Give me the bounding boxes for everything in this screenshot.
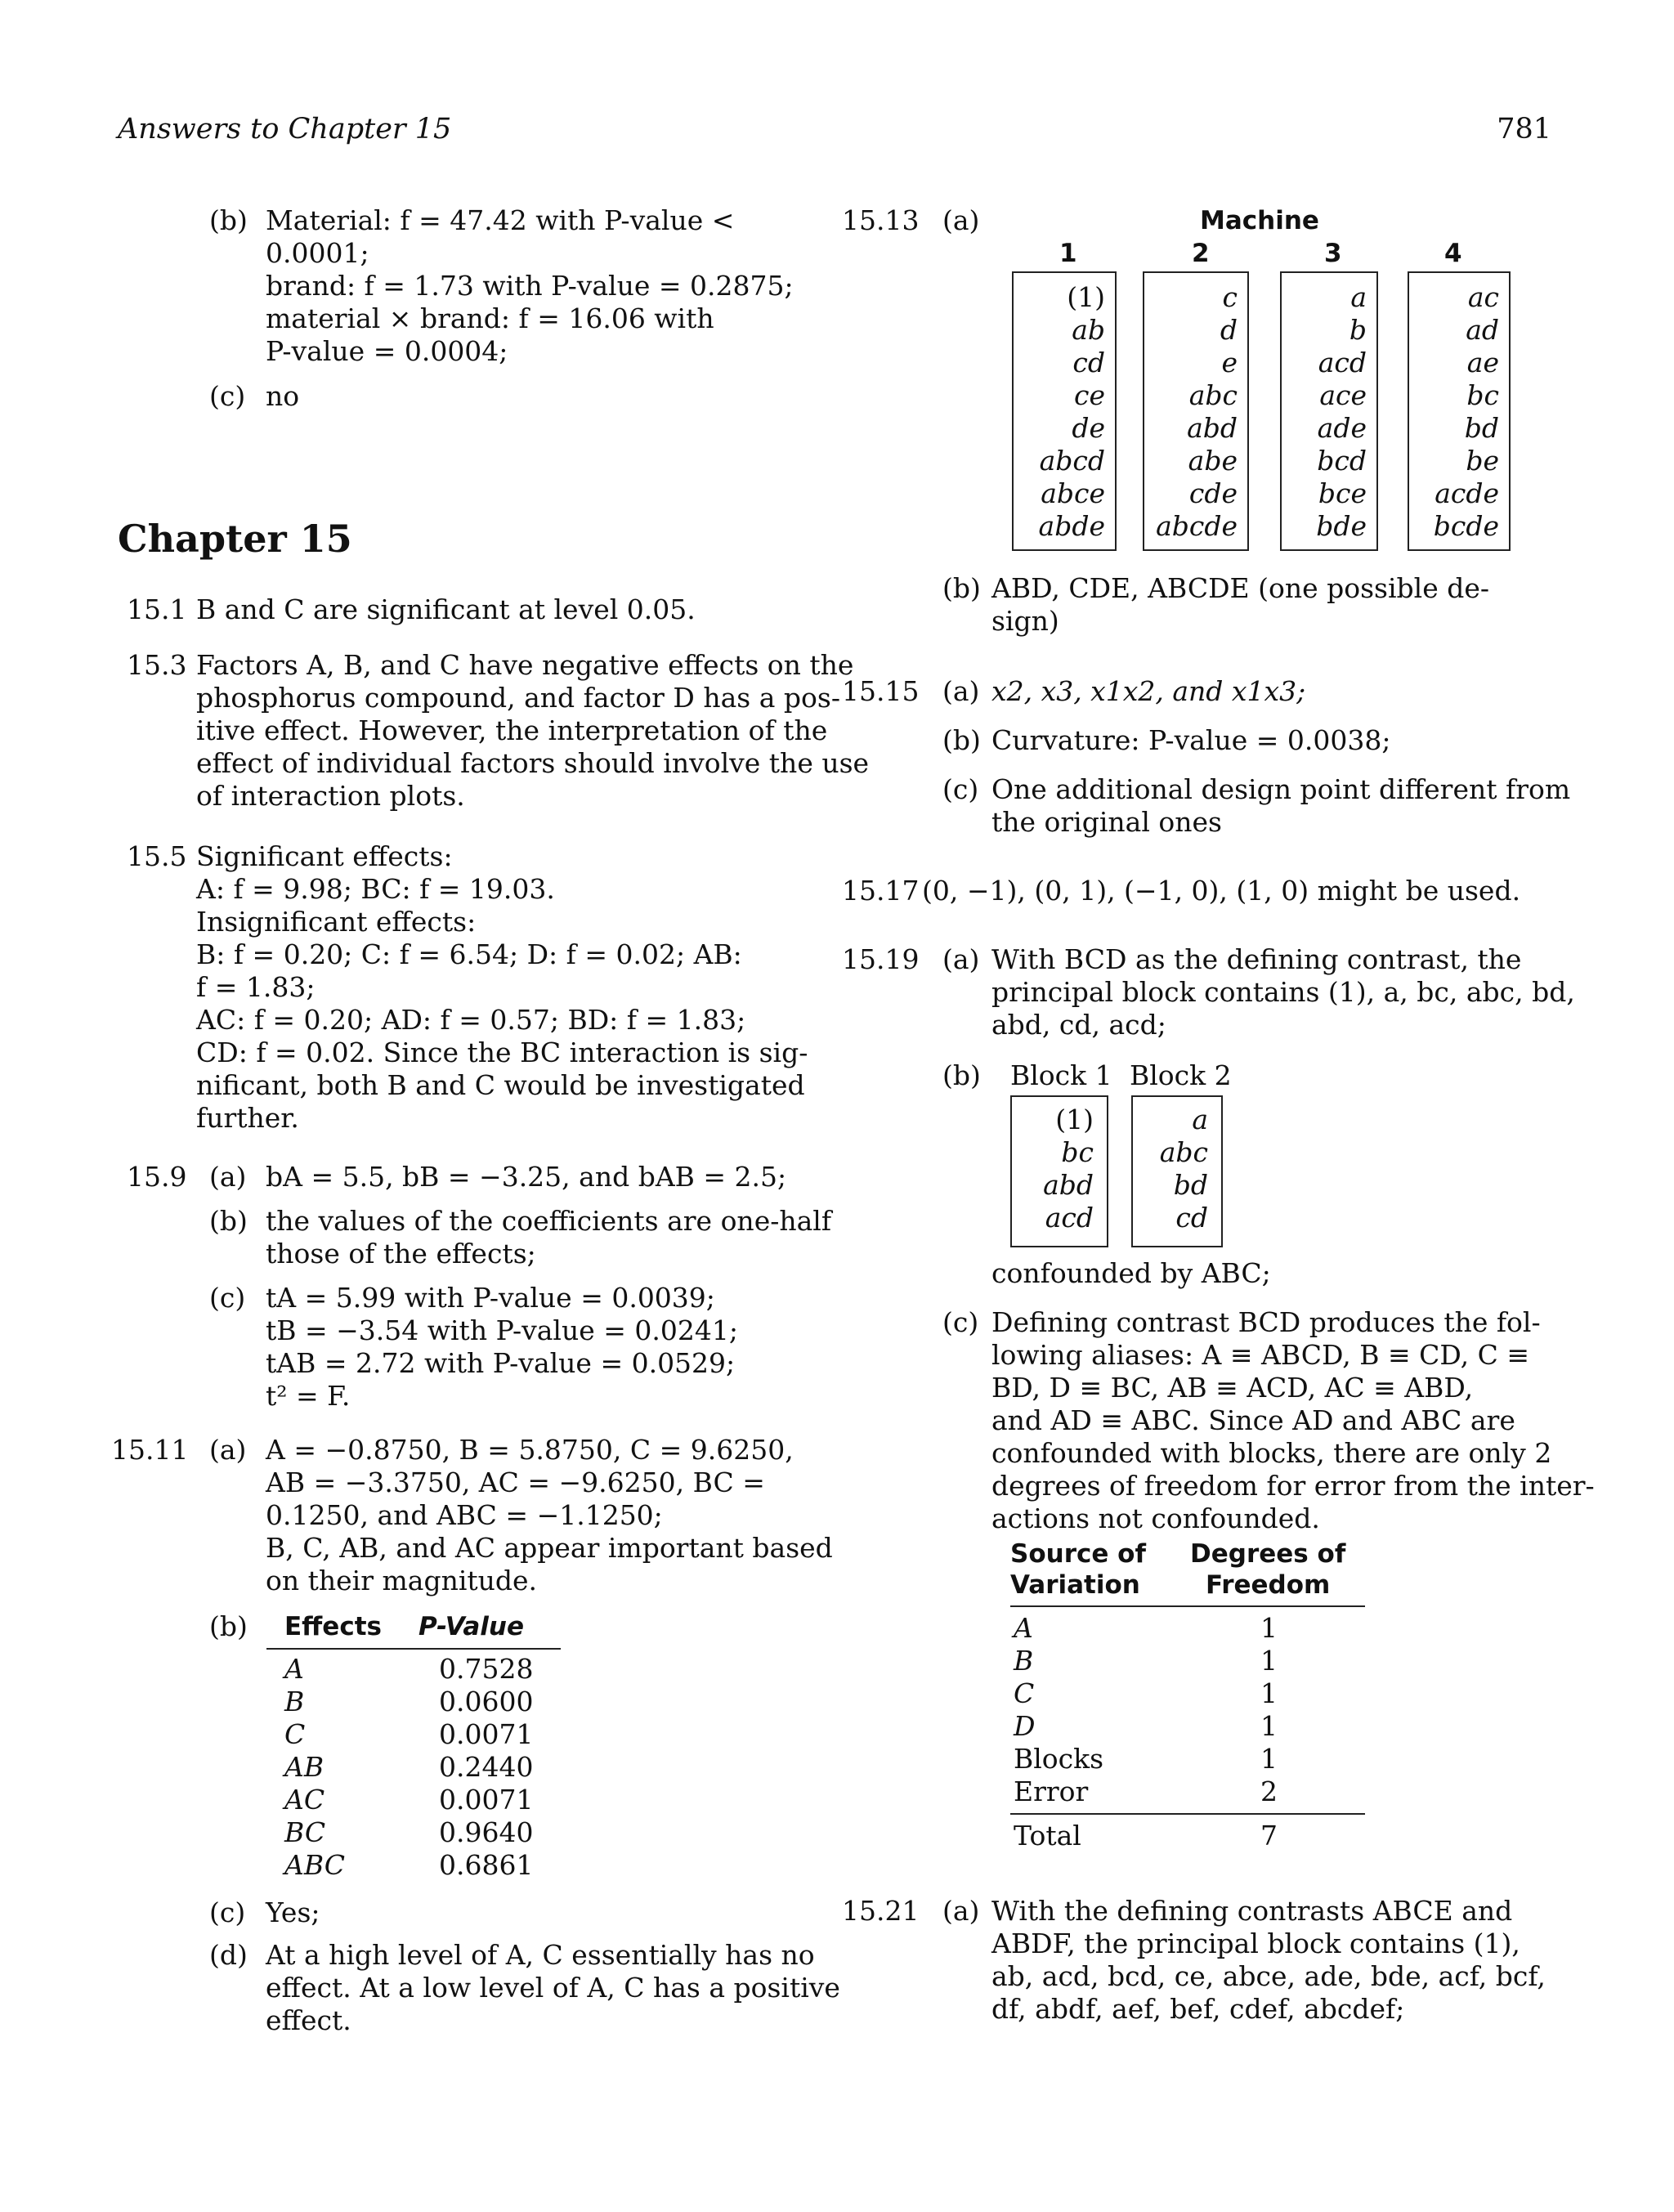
design-cell: e — [1221, 347, 1238, 378]
machine-3-box — [1280, 271, 1378, 551]
df-source: D — [1014, 1710, 1036, 1742]
table-cell-effect: A — [284, 1653, 304, 1685]
text-line: abd, cd, acd; — [991, 1009, 1166, 1041]
a15-13-b-text — [991, 572, 1489, 638]
design-cell: bde — [1316, 510, 1367, 542]
design-cell: c — [1222, 281, 1238, 313]
df-total-value: 7 — [1260, 1820, 1278, 1852]
text-line: ABDF, the principal block contains (1), — [991, 1928, 1520, 1959]
df-source: Error — [1014, 1775, 1089, 1807]
design-cell: (1) — [1067, 281, 1105, 313]
design-cell: acd — [1318, 347, 1367, 378]
answer-15-5-text — [196, 840, 808, 1135]
text-line: AC: f = 0.20; AD: f = 0.57; BD: f = 1.83; — [196, 1004, 746, 1036]
df-header-source — [1010, 1538, 1146, 1601]
text-line: principal block contains (1), a, bc, abc, bd, — [991, 976, 1575, 1008]
a15-11-d-label: (d) — [209, 1939, 248, 1971]
text-line: AB = −3.3750, AC = −9.6250, BC = — [266, 1466, 765, 1498]
text-line: effect. At a low level of A, C has a positive — [266, 1972, 840, 2004]
table-cell-effect: AB — [284, 1751, 325, 1783]
design-cell: (1) — [1055, 1104, 1094, 1135]
design-cell: abcde — [1156, 510, 1238, 542]
table-cell-pvalue: 0.9640 — [439, 1816, 534, 1848]
a15-15-c-text — [991, 773, 1570, 839]
text-line: material × brand: f = 16.06 with — [266, 302, 714, 334]
machine-title: Machine — [1200, 206, 1319, 235]
a15-9-a-label: (a) — [209, 1161, 247, 1193]
table-cell-effect: ABC — [284, 1849, 345, 1881]
design-cell: abd — [1187, 412, 1238, 444]
text-line: BD, D ≡ BC, AB ≡ ACD, AC ≡ ABD, — [991, 1372, 1474, 1404]
answer-number-15-15: 15.15 — [842, 675, 920, 707]
design-cell: abe — [1188, 445, 1238, 477]
page-number: 781 — [1497, 113, 1551, 146]
machine-1-box — [1012, 271, 1117, 551]
answer-number-15-5: 15.5 — [127, 840, 187, 872]
text-line: One additional design point different from — [991, 773, 1571, 805]
answer-number-15-17: 15.17 — [842, 875, 920, 907]
a15-9-c-label: (c) — [209, 1282, 246, 1314]
table-cell-pvalue: 0.7528 — [439, 1653, 534, 1685]
text-line: of interaction plots. — [196, 780, 465, 812]
design-cell: ac — [1467, 281, 1499, 313]
text-line: nificant, both B and C would be investigated — [196, 1069, 805, 1101]
text-line: those of the effects; — [266, 1238, 536, 1269]
table-header-effects: Effects — [284, 1612, 382, 1641]
text-line: Material: f = 47.42 with P-value < — [266, 204, 735, 236]
block-2-box — [1131, 1095, 1223, 1247]
design-cell: d — [1220, 314, 1238, 346]
design-cell: ab — [1072, 314, 1105, 346]
a15-11-c-label: (c) — [209, 1896, 246, 1928]
design-cell: abd — [1043, 1169, 1094, 1201]
machine-4-box — [1408, 271, 1511, 551]
table-cell-effect: C — [284, 1718, 306, 1750]
prev-c-label: (c) — [209, 380, 246, 412]
a15-13-a-label: (a) — [942, 204, 980, 236]
text-line: df, abdf, aef, bef, cdef, abcdef; — [991, 1993, 1405, 2025]
text-line: tA = 5.99 with P-value = 0.0039; — [266, 1282, 715, 1314]
machine-label: 4 — [1444, 239, 1462, 268]
answer-number-15-3: 15.3 — [127, 649, 187, 681]
text-line: Factors A, B, and C have negative effects on the — [196, 649, 854, 681]
text-line: f = 1.83; — [196, 971, 316, 1003]
a15-9-c-text — [266, 1282, 738, 1413]
a15-21-a-text — [991, 1895, 1546, 2026]
answer-number-15-1: 15.1 — [127, 593, 187, 625]
table-rule — [266, 1648, 561, 1650]
text-line: B: f = 0.20; C: f = 6.54; D: f = 0.02; AB: — [196, 938, 742, 970]
df-header-line: Freedom — [1206, 1570, 1331, 1600]
df-header-dof — [1190, 1538, 1345, 1601]
design-cell: abc — [1188, 379, 1238, 411]
answer-15-3-text — [196, 649, 869, 813]
text-line: CD: f = 0.02. Since the BC interaction is sig- — [196, 1037, 808, 1068]
text-line: A = −0.8750, B = 5.8750, C = 9.6250, — [266, 1434, 794, 1466]
text-line: P-value = 0.0004; — [266, 335, 508, 367]
text-line: Significant effects: — [196, 840, 453, 872]
df-value: 1 — [1260, 1677, 1278, 1709]
text-line: At a high level of A, C essentially has no — [266, 1939, 815, 1971]
design-cell: bcd — [1317, 445, 1367, 477]
design-cell: bc — [1061, 1136, 1094, 1168]
df-value: 1 — [1260, 1612, 1278, 1644]
design-cell: bcde — [1433, 510, 1499, 542]
design-cell: bd — [1173, 1169, 1208, 1201]
answer-15-1-text: B and C are significant at level 0.05. — [196, 593, 696, 625]
design-cell: b — [1349, 314, 1367, 346]
text-line: brand: f = 1.73 with P-value = 0.2875; — [266, 270, 794, 302]
table-cell-pvalue: 0.0071 — [439, 1784, 534, 1816]
df-total-label: Total — [1014, 1820, 1081, 1852]
design-cell: be — [1466, 445, 1499, 477]
a15-15-c-label: (c) — [942, 773, 979, 805]
df-value: 1 — [1260, 1743, 1278, 1775]
chapter-title: Chapter 15 — [118, 517, 352, 561]
design-cell: abc — [1159, 1136, 1208, 1168]
text-line: effect of individual factors should involve the use — [196, 747, 870, 779]
design-cell: abcd — [1039, 445, 1105, 477]
design-cell: cd — [1072, 347, 1105, 378]
block-label: Block 1 — [1010, 1059, 1112, 1091]
answer-number-15-19: 15.19 — [842, 943, 920, 975]
df-source: B — [1014, 1645, 1034, 1677]
df-source: A — [1014, 1612, 1033, 1644]
text-line: confounded with blocks, there are only 2 — [991, 1437, 1552, 1469]
text-line: t² = F. — [266, 1380, 351, 1412]
a15-19-c-text — [991, 1306, 1595, 1535]
design-cell: cde — [1188, 477, 1238, 509]
prev-b-label: (b) — [209, 204, 248, 236]
text-line: With BCD as the defining contrast, the — [991, 943, 1522, 975]
table-cell-pvalue: 0.0071 — [439, 1718, 534, 1750]
text-line: ABD, CDE, ABCDE (one possible de- — [991, 572, 1490, 604]
table-rule — [1010, 1813, 1365, 1815]
text-line: phosphorus compound, and factor D has a pos- — [196, 682, 840, 714]
design-cell: ace — [1319, 379, 1367, 411]
text-line: the values of the coefficients are one-half — [266, 1205, 832, 1237]
design-cell: abde — [1038, 510, 1105, 542]
machine-label: 1 — [1059, 239, 1077, 268]
design-cell: ade — [1317, 412, 1367, 444]
df-header-line: Source of — [1010, 1539, 1146, 1569]
a15-19-b-after: confounded by ABC; — [991, 1257, 1271, 1289]
design-cell: ce — [1073, 379, 1105, 411]
prev-b-text — [266, 204, 813, 368]
a15-19-c-label: (c) — [942, 1306, 979, 1338]
a15-9-b-text — [266, 1205, 831, 1270]
a15-19-a-label: (a) — [942, 943, 980, 975]
design-cell: ae — [1466, 347, 1499, 378]
text-line: Defining contrast BCD produces the fol- — [991, 1306, 1541, 1338]
table-cell-effect: B — [284, 1686, 305, 1717]
text-line: B, C, AB, and AC appear important based — [266, 1532, 833, 1564]
prev-c-text: no — [266, 380, 300, 412]
df-header-line: Variation — [1010, 1570, 1140, 1600]
text-line: ab, acd, bcd, ce, abce, ade, bde, acf, bcf, — [991, 1960, 1546, 1992]
text-line: tB = −3.54 with P-value = 0.0241; — [266, 1314, 738, 1346]
a15-11-a-label: (a) — [209, 1434, 247, 1466]
text-line: degrees of freedom for error from the inter- — [991, 1470, 1595, 1502]
a15-15-b-label: (b) — [942, 724, 981, 756]
design-cell: bc — [1466, 379, 1499, 411]
a15-19-a-text — [991, 943, 1575, 1041]
a15-15-b-text: Curvature: P-value = 0.0038; — [991, 724, 1391, 756]
a15-11-b-label: (b) — [209, 1610, 248, 1642]
block-1-box — [1010, 1095, 1108, 1247]
a15-17-text: (0, −1), (0, 1), (−1, 0), (1, 0) might be used. — [922, 875, 1521, 907]
table-cell-pvalue: 0.2440 — [439, 1751, 534, 1783]
design-cell: ad — [1466, 314, 1499, 346]
text-line: on their magnitude. — [266, 1565, 538, 1596]
block-label: Block 2 — [1130, 1059, 1232, 1091]
table-cell-pvalue: 0.6861 — [439, 1849, 534, 1881]
table-cell-pvalue: 0.0600 — [439, 1686, 534, 1717]
machine-label: 3 — [1324, 239, 1342, 268]
text-line: itive effect. However, the interpretation of the — [196, 714, 828, 746]
text-line: sign) — [991, 605, 1059, 637]
answer-number-15-21: 15.21 — [842, 1895, 920, 1927]
running-header: Answers to Chapter 15 — [118, 113, 452, 146]
text-line: and AD ≡ ABC. Since AD and ABC are — [991, 1404, 1515, 1436]
answer-number-15-9: 15.9 — [127, 1161, 187, 1193]
answer-number-15-13: 15.13 — [842, 204, 920, 236]
design-cell: a — [1350, 281, 1367, 313]
a15-21-a-label: (a) — [942, 1895, 980, 1927]
design-cell: bd — [1464, 412, 1499, 444]
design-cell: de — [1072, 412, 1105, 444]
df-header-line: Degrees of — [1190, 1539, 1346, 1569]
df-source: C — [1014, 1677, 1035, 1709]
df-value: 1 — [1260, 1710, 1278, 1742]
design-cell: abce — [1041, 477, 1105, 509]
a15-15-a-label: (a) — [942, 675, 980, 707]
text-line: A: f = 9.98; BC: f = 19.03. — [196, 873, 555, 905]
df-source: Blocks — [1014, 1743, 1104, 1775]
df-value: 1 — [1260, 1645, 1278, 1677]
design-cell: bce — [1318, 477, 1367, 509]
design-cell: cd — [1175, 1202, 1208, 1234]
text-line: 0.0001; — [266, 237, 369, 269]
answer-number-15-11: 15.11 — [111, 1434, 189, 1466]
text-line: 0.1250, and ABC = −1.1250; — [266, 1499, 663, 1531]
text-line: With the defining contrasts ABCE and — [991, 1895, 1513, 1927]
design-cell: acde — [1435, 477, 1499, 509]
a15-9-b-label: (b) — [209, 1205, 248, 1237]
a15-15-a-text: x2, x3, x1x2, and x1x3; — [991, 675, 1306, 707]
a15-19-b-label: (b) — [942, 1059, 981, 1091]
a15-9-a-text: bA = 5.5, bB = −3.25, and bAB = 2.5; — [266, 1161, 787, 1193]
machine-2-box — [1143, 271, 1249, 551]
table-rule — [1010, 1605, 1365, 1607]
text-line: lowing aliases: A ≡ ABCD, B ≡ CD, C ≡ — [991, 1339, 1530, 1371]
text-line: Insignificant effects: — [196, 906, 477, 938]
a15-11-d-text — [266, 1939, 840, 2037]
text-line: effect. — [266, 2004, 351, 2036]
text-line: tAB = 2.72 with P-value = 0.0529; — [266, 1347, 736, 1379]
a15-13-b-label: (b) — [942, 572, 981, 604]
a15-11-a-text — [266, 1434, 833, 1597]
design-cell: a — [1192, 1104, 1208, 1135]
table-header-pvalue: P-Value — [418, 1612, 525, 1641]
text-line: further. — [196, 1102, 299, 1134]
a15-11-c-text: Yes; — [266, 1896, 320, 1928]
table-cell-effect: BC — [284, 1816, 326, 1848]
machine-label: 2 — [1192, 239, 1210, 268]
text-line: actions not confounded. — [991, 1502, 1320, 1534]
table-cell-effect: AC — [284, 1784, 325, 1816]
design-cell: acd — [1045, 1202, 1094, 1234]
text-line: the original ones — [991, 806, 1222, 838]
df-value: 2 — [1260, 1775, 1278, 1807]
